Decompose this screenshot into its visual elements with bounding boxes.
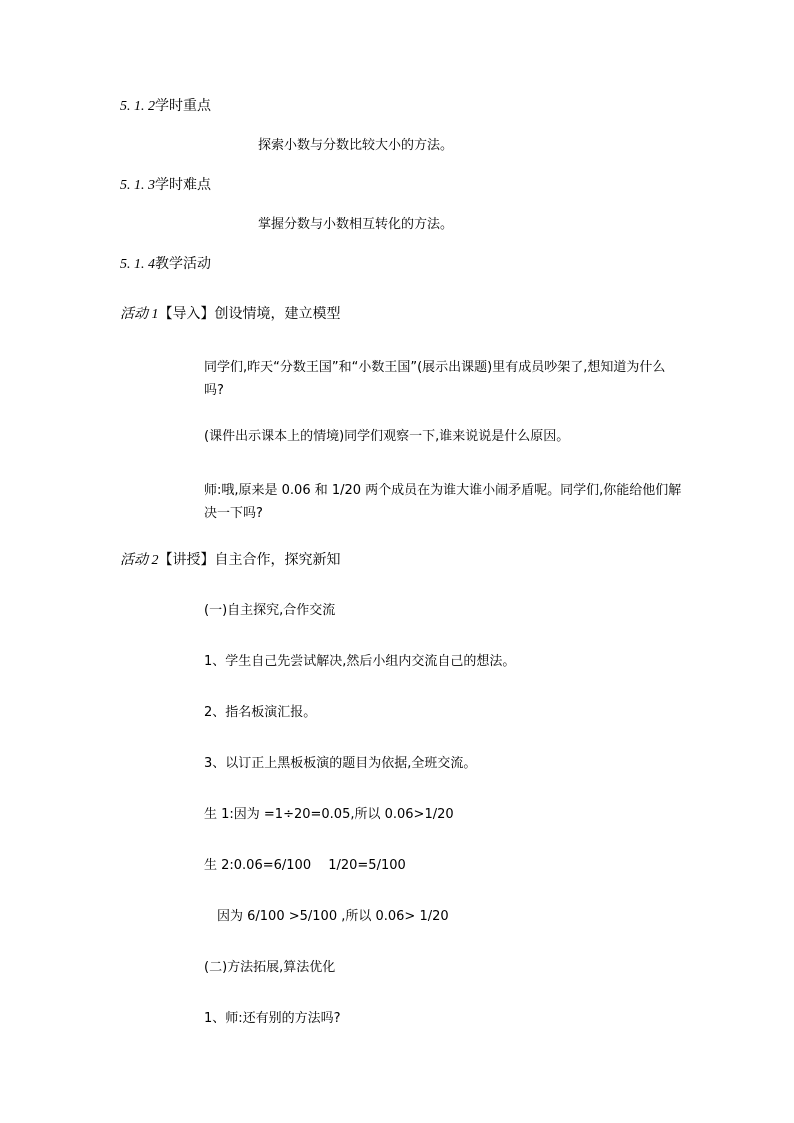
paragraph: 同学们,昨天“分数王国”和“小数王国”(展示出课题)里有成员吵架了,想知道为什么吗?	[204, 360, 666, 398]
section-heading-5-1-3	[120, 175, 211, 196]
student-answer: 生 1:因为 =1÷20=0.05,所以 0.06>1/20	[204, 807, 454, 822]
list-item: 1、师:还有别的方法吗?	[204, 1011, 341, 1026]
list-item: 1、学生自己先尝试解决,然后小组内交流自己的想法。	[204, 654, 516, 669]
activity-title: 【导入】创设情境，建立模型	[158, 306, 341, 322]
list-item: 3、以订正上黑板板演的题目为依据,全班交流。	[204, 756, 477, 771]
section-title: 学时重点	[155, 98, 211, 114]
section-title: 学时难点	[155, 177, 211, 193]
section-number: 5. 1. 4	[120, 257, 155, 272]
paragraph: (课件出示课本上的情境)同学们观察一下,谁来说说是什么原因。	[204, 429, 570, 444]
activity-1-heading	[120, 304, 341, 325]
section-body: 探索小数与分数比较大小的方法。	[258, 138, 454, 153]
section-number: 5. 1. 3	[120, 178, 155, 193]
paragraph: 师:哦,原来是 0.06 和 1/20 两个成员在为谁大谁小闹矛盾呢。同学们,你能给他们解决一下吗?	[204, 483, 682, 521]
student-answer: 生 2:0.06=6/100 1/20=5/100	[204, 858, 406, 873]
activity-2-heading	[120, 550, 341, 571]
section-heading-5-1-4	[120, 254, 211, 275]
activity-title: 【讲授】自主合作，探究新知	[158, 552, 341, 568]
list-item: 2、指名板演汇报。	[204, 705, 317, 720]
section-title: 教学活动	[155, 256, 211, 272]
section-heading-5-1-2	[120, 96, 211, 117]
section-body: 掌握分数与小数相互转化的方法。	[258, 217, 454, 232]
activity-label: 活动 1	[120, 307, 159, 322]
subheading: (二)方法拓展,算法优化	[204, 960, 336, 975]
student-answer: 因为 6/100 >5/100 ,所以 0.06> 1/20	[217, 909, 449, 924]
subheading: (一)自主探究,合作交流	[204, 603, 336, 618]
section-number: 5. 1. 2	[120, 99, 155, 114]
activity-label: 活动 2	[120, 553, 159, 568]
